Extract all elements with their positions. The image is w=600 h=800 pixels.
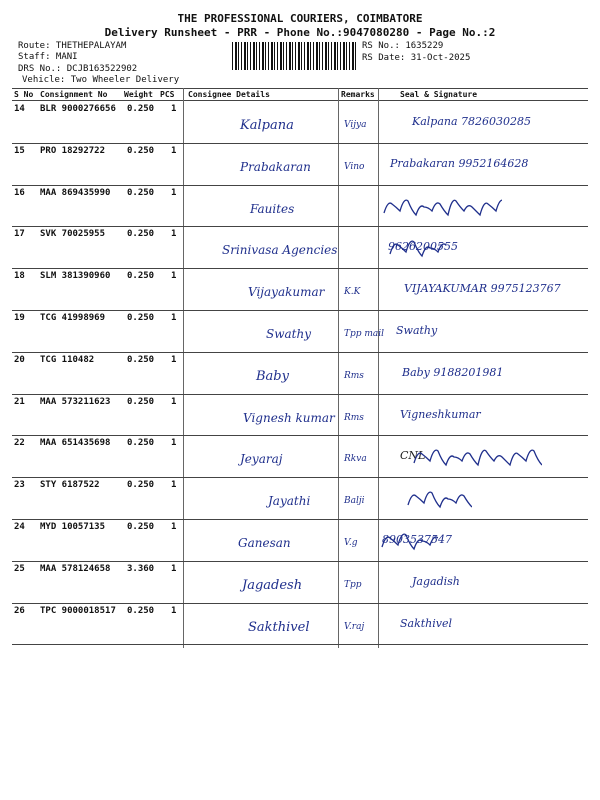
signature-scribble [380,529,438,555]
row-pcs: 1 [171,522,177,532]
row-signature: Baby 9188201981 [402,365,504,379]
row-consignment: MAA 869435990 [40,187,111,198]
signature-scribble [388,236,448,262]
row-pcs: 1 [171,145,177,156]
row-sno: 22 [14,438,25,449]
row-consignment: TCG 41998969 [40,313,106,323]
row-remarks: Rms [344,370,364,381]
row-weight: 0.250 [127,271,155,282]
rs-number: RS No.: 1635229 [362,41,444,51]
row-consignment: BLR 9000276656 [40,104,116,114]
row-consignee: Ganesan [238,536,291,550]
consignee-column-rule [183,88,184,648]
table-header-rule [12,100,588,101]
row-consignment: STY 6187522 [40,480,100,491]
row-weight: 0.250 [127,145,155,156]
row-pcs: 1 [171,229,177,240]
row-consignee: Fauites [250,201,295,216]
row-consignment: MAA 573211623 [40,396,111,407]
row-weight: 0.250 [127,605,155,616]
row-pcs: 1 [171,313,177,323]
col-consignment: Consignment No [40,90,108,99]
row-sno: 14 [14,104,25,114]
vehicle-label: Vehicle: Two Wheeler Delivery [22,75,180,85]
signature-scribble [406,487,472,513]
row-consignee: Vijayakumar [248,285,325,300]
row-consignee: Kalpana [240,118,294,133]
col-signature: Seal & Signature [400,90,478,99]
row-pcs: 1 [171,480,177,491]
row-consignee: Jayathi [268,494,311,509]
row-pcs: 1 [171,563,177,574]
row-divider [12,603,588,604]
row-consignee: Swathy [266,327,311,341]
row-sno: 16 [14,187,25,198]
row-remarks: Vijya [344,120,367,130]
row-divider [12,185,588,186]
row-sno: 24 [14,522,25,532]
row-remarks: Tpp mail [344,329,385,339]
row-sno: 20 [14,354,25,365]
row-divider [12,561,588,562]
row-remarks: Tpp [344,579,362,590]
row-weight: 0.250 [127,313,155,323]
row-consignee: Jagadesh [242,577,303,593]
row-weight: 0.250 [127,229,155,240]
row-sno: 26 [14,605,25,616]
row-weight: 0.250 [127,480,155,491]
row-remarks: V.g [344,538,358,548]
row-consignment: MAA 578124658 [40,563,111,574]
row-consignee: Vignesh kumar [243,410,335,425]
col-remarks: Remarks [341,90,375,99]
row-sno: 19 [14,313,25,323]
row-divider [12,352,588,353]
row-sno: 18 [14,271,25,282]
row-sno: 17 [14,229,25,240]
signature-column-rule [378,88,379,648]
row-sno: 23 [14,480,25,491]
row-signature: 9626200555 [388,240,458,254]
row-weight: 3.360 [127,563,155,574]
row-pcs: 1 [171,438,177,449]
row-signature: Jagadish [412,574,460,588]
row-divider [12,394,588,395]
row-pcs: 1 [171,354,177,365]
col-sno: S No [14,90,34,99]
row-signature: Prabakaran 9952164628 [390,156,529,170]
row-consignment: MYD 10057135 [40,522,106,532]
row-remarks: Rms [344,412,364,423]
col-consignee: Consignee Details [188,90,270,99]
row-divider [12,268,588,269]
row-consignee: Baby [256,368,289,384]
barcode [232,42,356,70]
row-remarks: Vino [344,161,365,172]
table-top-rule [12,88,588,89]
row-divider [12,226,588,227]
row-consignment: MAA 651435698 [40,438,111,449]
row-pcs: 1 [171,271,177,282]
row-signature: Swathy [396,324,438,337]
row-consignment: TCG 110482 [40,354,95,365]
row-sno: 15 [14,145,25,156]
col-weight: Weight [124,90,153,99]
row-consignment: SVK 70025955 [40,229,106,240]
row-sno: 21 [14,396,25,407]
row-remarks: Rkva [344,454,367,465]
row-consignment: PRO 18292722 [40,145,106,156]
row-remarks: V.raj [344,621,365,632]
row-weight: 0.250 [127,522,155,532]
row-remarks: K.K [344,287,361,298]
row-pcs: 1 [171,396,177,407]
rs-date: RS Date: 31-Oct-2025 [362,53,471,63]
staff-label: Staff: MANI [18,52,78,62]
row-divider [12,519,588,520]
row-pcs: 1 [171,187,177,198]
row-pcs: 1 [171,605,177,616]
row-remarks: Balji [344,496,365,507]
row-signature: VIJAYAKUMAR 9975123767 [404,282,561,296]
row-divider [12,435,588,436]
drs-label: DRS No.: DCJB163522902 [18,64,138,74]
row-signature: Sakthivel [400,616,453,630]
row-consignment: SLM 381390960 [40,271,111,282]
remarks-column-rule [338,88,339,648]
signature-scribble [412,445,542,471]
row-weight: 0.250 [127,354,155,365]
col-pcs: PCS [160,90,175,99]
row-divider [12,477,588,478]
row-sno: 25 [14,563,25,574]
row-signature: CNL [400,449,426,463]
route-label: Route: THETHEPALAYAM [18,41,127,51]
row-weight: 0.250 [127,187,155,198]
row-signature: Vigneshkumar [400,407,481,421]
row-weight: 0.250 [127,396,155,407]
row-divider [12,143,588,144]
company-title: THE PROFESSIONAL COURIERS, COIMBATORE [177,12,423,25]
row-consignee: Prabakaran [240,159,311,174]
signature-scribble [382,195,502,221]
row-signature: 8903537547 [382,533,452,546]
row-consignee: Srinivasa Agencies [222,243,338,258]
runsheet-title: Delivery Runsheet - PRR - Phone No.:9047080280 - Page No.:2 [104,26,496,39]
row-consignee: Jeyaraj [240,452,283,467]
row-divider [12,644,588,645]
row-pcs: 1 [171,104,177,114]
row-weight: 0.250 [127,104,155,114]
row-signature: Kalpana 7826030285 [412,115,532,128]
row-consignment: TPC 9000018517 [40,605,116,616]
row-divider [12,310,588,311]
row-consignee: Sakthivel [248,619,310,635]
row-weight: 0.250 [127,438,155,449]
